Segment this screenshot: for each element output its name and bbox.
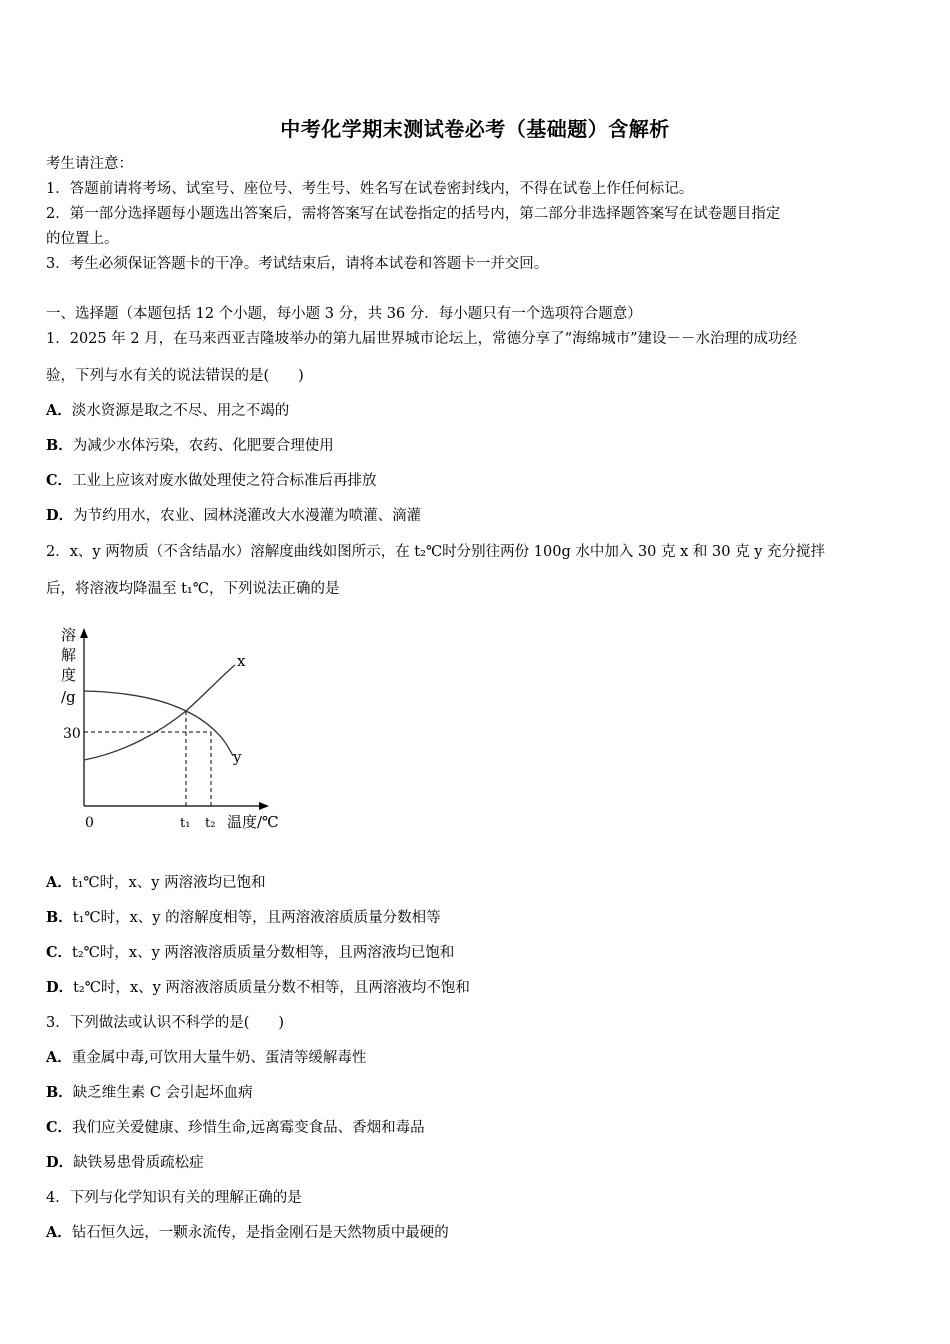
y-axis-label-char: 解 (61, 646, 77, 664)
notice-item: 3．考生必须保证答题卡的干净。考试结束后，请将本试卷和答题卡一并交回。 (46, 256, 549, 272)
option-letter: D． (46, 979, 74, 996)
x-tick-t2: t₂ (205, 816, 216, 831)
q2-option-b (46, 906, 441, 927)
option-text: 工业上应该对废水做处理使之符合标准后再排放 (72, 473, 377, 489)
option-letter: D． (46, 1154, 74, 1171)
question-1-text: 1．2025 年 2 月，在马来西亚吉隆坡举办的第九届世界城市论坛上，常德分享了“海绵城市”建设－－水治理的成功经 (46, 331, 798, 347)
curve-y-label: y (233, 748, 242, 766)
q2-option-a (46, 871, 266, 892)
y-axis-label-char: /g (61, 688, 76, 706)
option-text: 为减少水体污染，农药、化肥要合理使用 (72, 438, 334, 454)
option-text: 为节约用水，农业、园林浇灌改大水漫灌为喷灌、滴灌 (73, 508, 422, 524)
y-axis-arrow (80, 628, 88, 638)
option-text: 缺乏维生素 C 会引起坏血病 (72, 1085, 253, 1101)
x-axis-label: 温度/℃ (227, 813, 279, 831)
x-tick-t1: t₁ (180, 816, 191, 831)
option-letter: B． (46, 1084, 73, 1101)
section-header: 一、选择题（本题包括 12 个小题，每小题 3 分，共 36 分．每小题只有一个选项符合题意） (46, 306, 642, 322)
q1-option-a (46, 399, 289, 420)
notice-heading: 考生请注意： (46, 156, 133, 172)
q3-option-a (46, 1046, 366, 1067)
notice-item: 的位置上。 (46, 231, 119, 247)
option-letter: B． (46, 437, 73, 454)
option-text: t₁℃时，x、y 的溶解度相等，且两溶液溶质质量分数相等 (72, 910, 441, 926)
y-axis-label-char: 度 (61, 666, 77, 684)
option-letter: A． (46, 1224, 72, 1241)
page-title: 中考化学期末测试卷必考（基础题）含解析 (280, 117, 670, 141)
q1-option-d (46, 504, 421, 525)
q3-option-c (46, 1116, 425, 1137)
q3-option-b (46, 1081, 253, 1102)
q2-option-d (46, 976, 470, 997)
option-letter: A． (46, 874, 72, 891)
question-2-text: 2．x、y 两物质（不含结晶水）溶解度曲线如图所示，在 t₂℃时分别往两份 100g 水中加入 30 克 x 和 30 克 y 充分搅拌 (46, 544, 825, 560)
notice-item: 2．第一部分选择题每小题选出答案后，需将答案写在试卷指定的括号内，第二部分非选择题答案写在试卷题目指定 (46, 206, 781, 222)
question-3-text: 3．下列做法或认识不科学的是( ) (46, 1015, 285, 1031)
y-tick-30: 30 (63, 726, 81, 742)
x-axis-arrow (259, 802, 269, 810)
question-4-text: 4．下列与化学知识有关的理解正确的是 (46, 1190, 302, 1206)
option-letter: C． (46, 1119, 73, 1136)
option-text: 缺铁易患骨质疏松症 (73, 1155, 204, 1171)
q1-option-c (46, 469, 377, 490)
option-letter: A． (46, 402, 72, 419)
curve-x-label: x (237, 652, 246, 670)
solubility-curve-figure (55, 620, 300, 840)
option-letter: A． (46, 1049, 72, 1066)
option-text: 钻石恒久远，一颗永流传，是指金刚石是天然物质中最硬的 (71, 1225, 449, 1241)
q1-option-b (46, 434, 334, 455)
option-letter: C． (46, 944, 73, 961)
question-1-text: 验，下列与水有关的说法错误的是( ) (46, 368, 304, 384)
question-2-text: 后，将溶液均降温至 t₁℃，下列说法正确的是 (46, 581, 340, 597)
option-text: 我们应关爱健康、珍惜生命,远离霉变食品、香烟和毒品 (72, 1120, 425, 1136)
q4-option-a (46, 1221, 449, 1242)
notice-item: 1．答题前请将考场、试室号、座位号、考生号、姓名写在试卷密封线内，不得在试卷上作任何标记。 (46, 181, 694, 197)
curve-x (84, 665, 235, 760)
option-letter: B． (46, 909, 73, 926)
option-text: 重金属中毒,可饮用大量牛奶、蛋清等缓解毒性 (71, 1050, 367, 1066)
option-text: t₂℃时，x、y 两溶液溶质质量分数相等，且两溶液均已饱和 (72, 945, 455, 961)
option-letter: C． (46, 472, 73, 489)
option-text: 淡水资源是取之不尽、用之不竭的 (71, 403, 290, 419)
q2-option-c (46, 941, 454, 962)
y-axis-label-char: 溶 (61, 626, 77, 644)
option-text: t₂℃时，x、y 两溶液溶质质量分数不相等，且两溶液均不饱和 (73, 980, 470, 996)
q3-option-d (46, 1151, 204, 1172)
option-text: t₁℃时，x、y 两溶液均已饱和 (71, 875, 266, 891)
option-letter: D． (46, 507, 74, 524)
origin-label: 0 (85, 815, 94, 831)
